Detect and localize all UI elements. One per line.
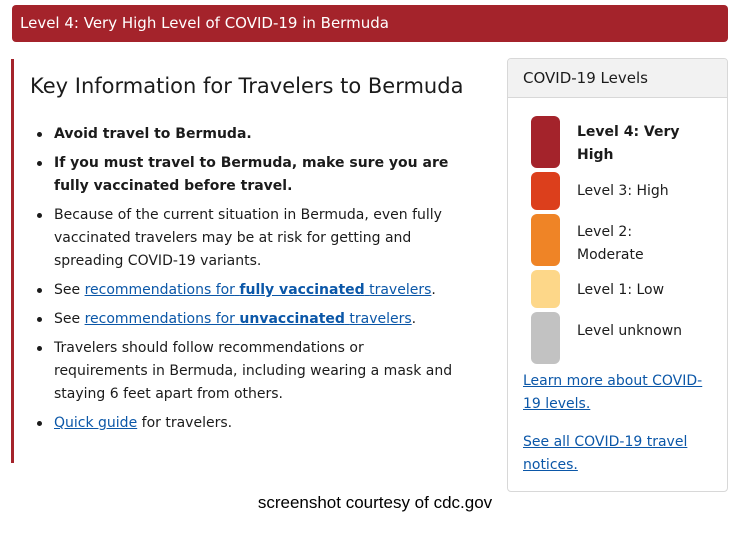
- banner-text: Level 4: Very High Level of COVID-19 in Bermuda: [20, 14, 389, 32]
- list-item: See recommendations for fully vaccinated travelers.: [36, 279, 461, 302]
- unvaccinated-recommendations-link[interactable]: recommendations for unvaccinated travelers: [84, 311, 412, 327]
- list-item: Quick guide for travelers.: [36, 412, 461, 435]
- covid-levels-legend: [507, 58, 728, 492]
- list-item: If you must travel to Bermuda, make sure you are fully vaccinated before travel.: [36, 152, 461, 198]
- level-3-label: Level 3: High: [577, 183, 669, 199]
- key-information-list: [36, 123, 461, 441]
- level-2-label: Level 2: Moderate: [577, 224, 644, 263]
- level-4-label: Level 4: Very High: [577, 124, 680, 163]
- fully-vaccinated-recommendations-link[interactable]: recommendations for fully vaccinated travelers: [84, 282, 432, 298]
- level-1-label: Level 1: Low: [577, 282, 665, 298]
- list-item: Travelers should follow recommendations or requirements in Bermuda, including wearing a mask and staying 6 feet apart from others.: [36, 337, 461, 406]
- level-2-swatch: [531, 214, 560, 266]
- legend-title: COVID-19 Levels: [508, 59, 727, 98]
- see-all-notices-link[interactable]: See all COVID-19 travel notices.: [523, 434, 688, 473]
- key-information-section: [11, 59, 486, 463]
- list-item: See recommendations for unvaccinated travelers.: [36, 308, 461, 331]
- screenshot-caption: screenshot courtesy of cdc.gov: [257, 493, 493, 512]
- level-1-swatch: [531, 270, 560, 308]
- level-unknown-swatch: [531, 312, 560, 364]
- level-3-swatch: [531, 172, 560, 210]
- level-4-swatch: [531, 116, 560, 168]
- learn-more-levels-link[interactable]: Learn more about COVID-19 levels.: [523, 373, 703, 412]
- list-item: Because of the current situation in Bermuda, even fully vaccinated travelers may be at risk for getting and spreading COVID-19 variants.: [36, 204, 461, 273]
- level-unknown-label: Level unknown: [577, 323, 683, 339]
- travel-level-banner: [12, 5, 728, 42]
- quick-guide-link[interactable]: Quick guide: [54, 415, 138, 431]
- list-item: Avoid travel to Bermuda.: [36, 123, 461, 146]
- page-title: Key Information for Travelers to Bermuda: [30, 74, 464, 98]
